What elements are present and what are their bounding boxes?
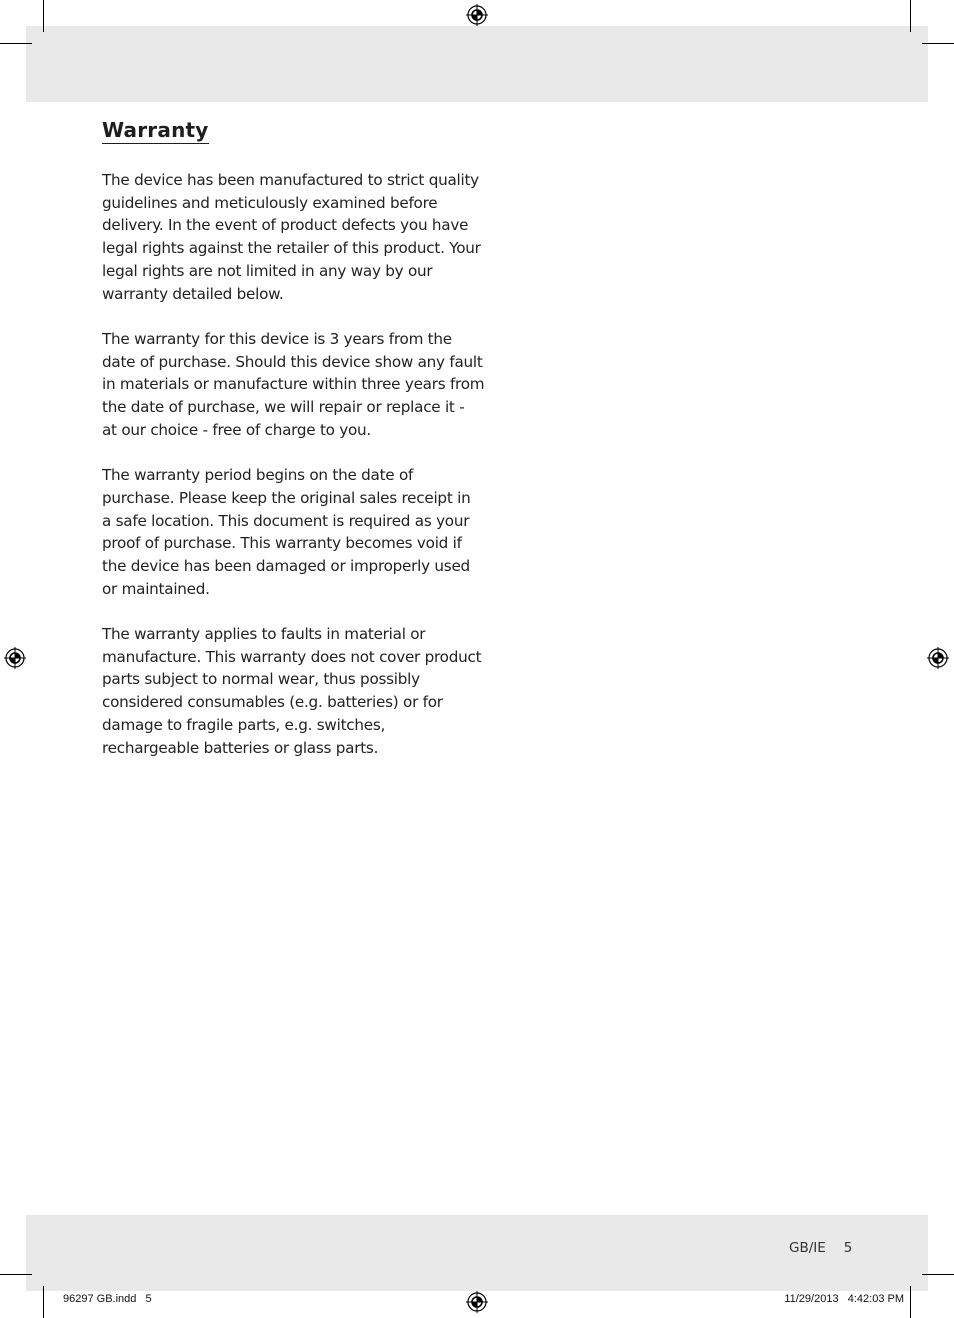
text-line: a safe location. This document is required as your xyxy=(102,511,470,530)
text-line: date of purchase. Should this device show any fault xyxy=(102,352,483,371)
crop-mark xyxy=(922,1274,954,1275)
text-line: The warranty for this device is 3 years from the xyxy=(102,329,452,348)
text-line: The device has been manufactured to strict quality xyxy=(102,171,479,189)
page-number-footer xyxy=(789,1240,852,1256)
text-line: legal rights are not limited in any way by our xyxy=(102,261,433,280)
text-line: the device has been damaged or improperly used xyxy=(102,556,470,575)
text-line: considered consumables (e.g. batteries) or for xyxy=(102,693,443,712)
text-line: warranty detailed below. xyxy=(102,284,284,303)
text-line: guidelines and meticulously examined before xyxy=(102,193,438,212)
crop-mark xyxy=(43,0,44,32)
text-line: the date of purchase, we will repair or replace it - xyxy=(102,398,465,417)
text-line: or maintained. xyxy=(102,579,210,598)
crop-mark xyxy=(0,1274,32,1275)
warranty-body xyxy=(102,169,485,782)
text-line: proof of purchase. This warranty becomes void if xyxy=(102,534,462,553)
paragraph xyxy=(102,464,472,600)
header-band xyxy=(26,26,928,102)
region-label: GB/IE xyxy=(789,1240,826,1256)
text-line: parts subject to normal wear, thus possibly xyxy=(102,670,420,689)
text-line: The warranty applies to faults in material or xyxy=(102,625,426,644)
date-slug: 11/29/2013 4:42:03 PM xyxy=(784,1293,904,1305)
text-line: The warranty period begins on the date of xyxy=(102,466,414,485)
crop-mark xyxy=(910,1286,911,1318)
crop-mark xyxy=(910,0,911,32)
text-line: at our choice - free of charge to you. xyxy=(102,420,372,439)
page-number: 5 xyxy=(843,1240,853,1256)
text-line: delivery. In the event of product defects you have xyxy=(102,216,469,235)
text-line: legal rights against the retailer of this product. Your xyxy=(102,239,481,258)
crop-mark xyxy=(0,43,32,44)
text-line: purchase. Please keep the original sales receipt in xyxy=(102,488,471,507)
paragraph xyxy=(102,623,482,759)
registration-mark-icon xyxy=(4,647,26,669)
page-title: Warranty xyxy=(102,118,209,142)
file-slug: 96297 GB.indd 5 xyxy=(63,1293,152,1305)
registration-mark-icon xyxy=(466,4,488,26)
paragraph xyxy=(102,328,485,442)
registration-mark-icon xyxy=(927,647,949,669)
crop-mark xyxy=(922,43,954,44)
text-line: damage to fragile parts, e.g. switches, xyxy=(102,715,386,734)
paragraph xyxy=(102,169,481,305)
text-line: in materials or manufacture within three years from xyxy=(102,375,485,394)
crop-mark xyxy=(43,1286,44,1318)
registration-mark-icon xyxy=(466,1291,488,1313)
text-line: rechargeable batteries or glass parts. xyxy=(102,738,379,757)
text-line: manufacture. This warranty does not cover product xyxy=(102,647,482,666)
